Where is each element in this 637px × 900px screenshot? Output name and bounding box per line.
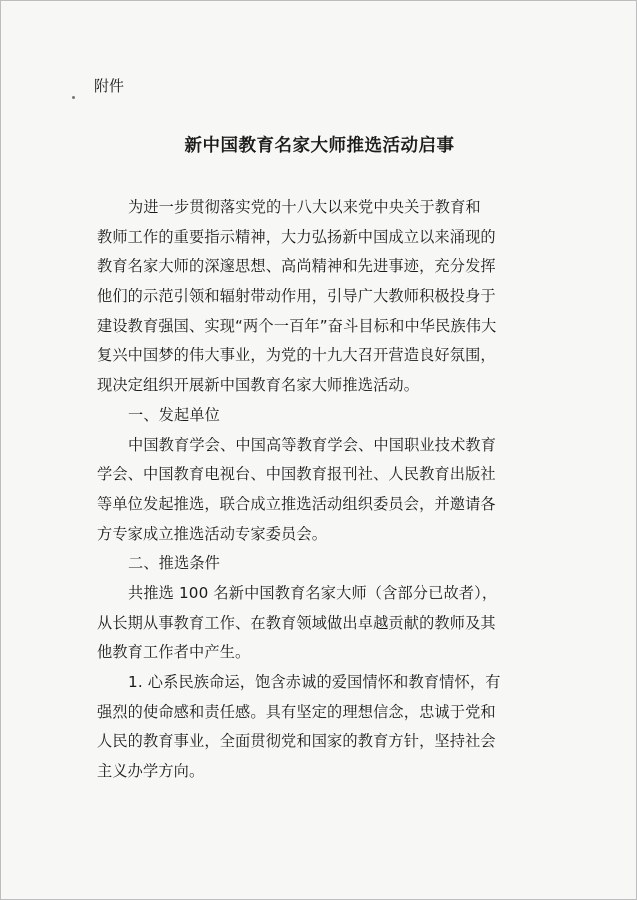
body-line: 强烈的使命感和责任感。具有坚定的理想信念，忠诚于党和 xyxy=(97,702,496,721)
body-line: 方专家成立推选活动专家委员会。 xyxy=(97,524,328,543)
body-line: 复兴中国梦的伟大事业，为党的十九大召开营造良好氛围， xyxy=(97,346,496,365)
body-line: 教育名家大师的深邃思想、高尚精神和先进事迹，充分发挥 xyxy=(97,257,496,276)
body-line: 学会、中国教育电视台、中国教育报刊社、人民教育出版社 xyxy=(97,465,496,484)
body-line: 他教育工作者中产生。 xyxy=(97,643,251,662)
criteria-item-1: 1. 心系民族命运，饱含赤诚的爱国情怀和教育情怀，有 xyxy=(128,673,501,691)
body-line: 从长期从事教育工作、在教育领域做出卓越贡献的教师及其 xyxy=(97,613,496,632)
body-line: 他们的示范引领和辐射带动作用，引导广大教师积极投身于 xyxy=(97,287,496,306)
section-heading-sponsors: 一、发起单位 xyxy=(128,405,221,424)
body-line: 教师工作的重要指示精神，大力弘扬新中国成立以来涌现的 xyxy=(97,227,496,246)
body-line: 建设教育强国、实现“两个一百年”奋斗目标和中华民族伟大 xyxy=(97,316,497,335)
document-title: 新中国教育名家大师推选活动启事 xyxy=(184,136,455,156)
attachment-label: 附件 xyxy=(94,77,125,95)
section-heading-criteria: 二、推选条件 xyxy=(128,554,221,573)
body-line: 中国教育学会、中国高等教育学会、中国职业技术教育 xyxy=(128,435,497,454)
body-line: 现决定组织开展新中国教育名家大师推选活动。 xyxy=(97,376,420,395)
body-line: 主义办学方向。 xyxy=(97,762,205,781)
body-line: 共推选 100 名新中国教育名家大师（含部分已故者）， xyxy=(128,583,498,602)
body-line: 等单位发起推选，联合成立推选活动组织委员会，并邀请各 xyxy=(97,494,496,513)
document-body xyxy=(97,193,542,787)
scan-speck xyxy=(72,96,75,99)
body-line: 为进一步贯彻落实党的十八大以来党中央关于教育和 xyxy=(128,198,481,216)
body-line: 人民的教育事业，全面贯彻党和国家的教育方针，坚持社会 xyxy=(97,732,496,751)
